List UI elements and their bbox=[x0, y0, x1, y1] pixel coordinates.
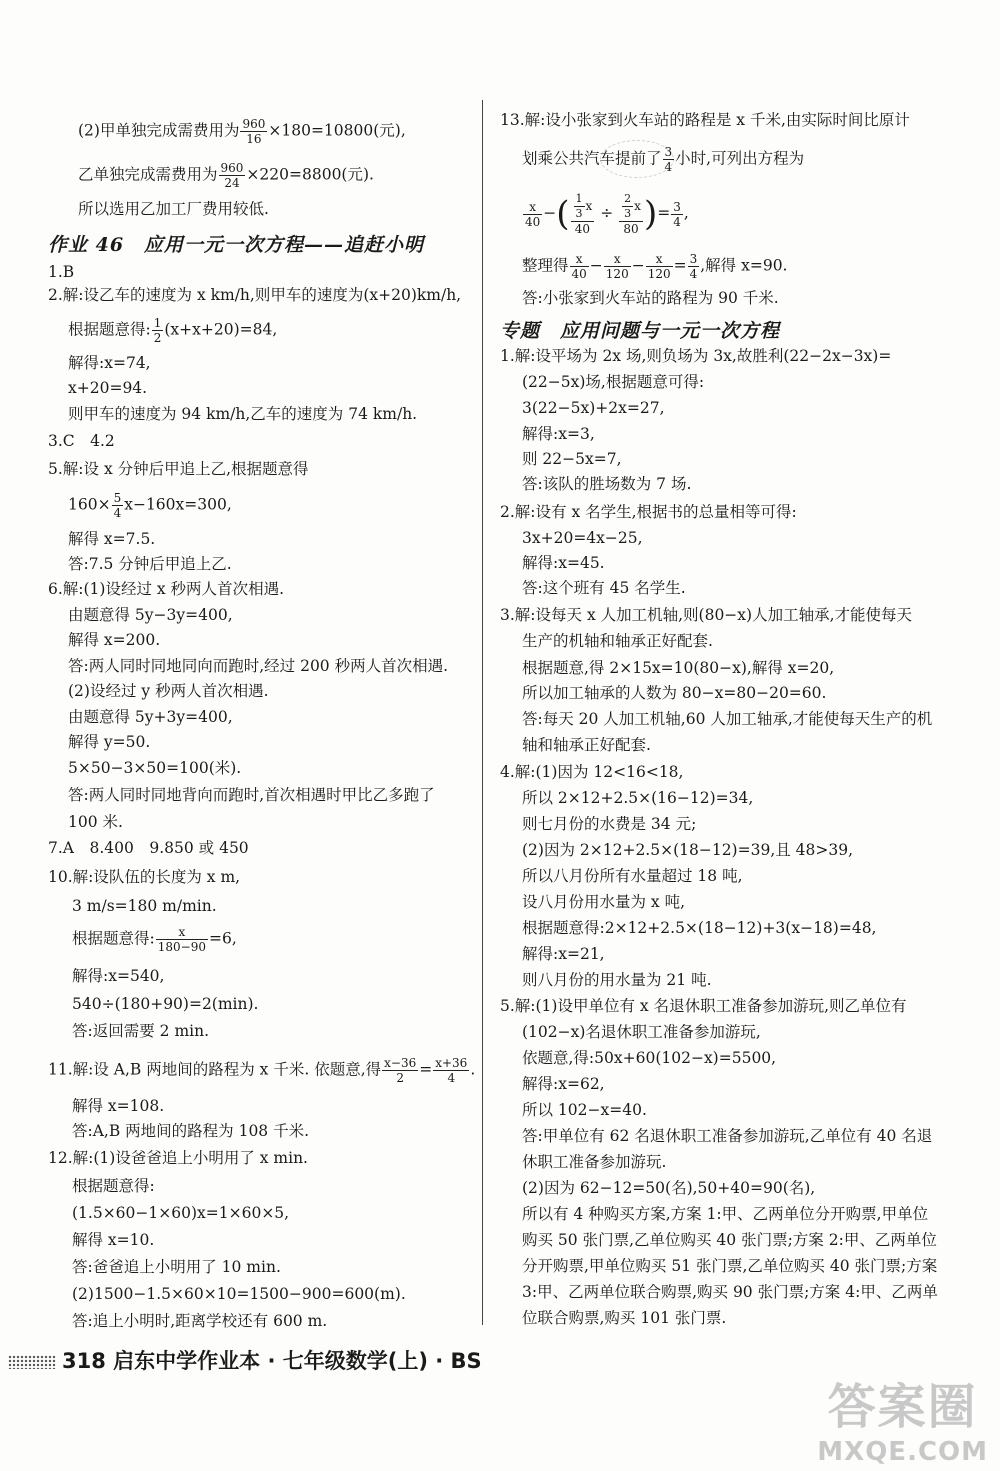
answer-line: 12.解:(1)设爸爸追上小明用了 x min. bbox=[48, 1149, 308, 1167]
answer-line: 解得:x=3, bbox=[522, 425, 595, 443]
answer-line: 3.C 4.2 bbox=[48, 432, 115, 450]
answer-line: 160× $\frac{5}{4}$ x−160x=300, bbox=[68, 491, 232, 520]
answer-line: 所以八月份所有水量超过 18 吨, bbox=[522, 867, 743, 885]
answer-line: (2)因为 2×12+2.5×(18−12)=39,且 48>39, bbox=[522, 841, 854, 859]
answer-line: 答:该队的胜场数为 7 场. bbox=[522, 475, 692, 493]
answer-line: (102−x)名退休职工准备参加游玩, bbox=[522, 1023, 761, 1041]
section-heading: 专题 应用问题与一元一次方程 bbox=[500, 320, 781, 342]
answer-line: 答:7.5 分钟后甲追上乙. bbox=[68, 555, 232, 573]
answer-line: 所以加工轴承的人数为 80−x=80−20=60. bbox=[522, 684, 827, 702]
answer-line: 1.B bbox=[48, 263, 75, 281]
answer-line: 则八月份的用水量为 21 吨. bbox=[522, 971, 712, 989]
answer-line: 解得 x=200. bbox=[68, 631, 161, 649]
answer-line: 解得:x=540, bbox=[72, 967, 165, 985]
fraction: $\frac{1}{3}$ x 40 bbox=[571, 192, 595, 236]
answer-line: 则甲车的速度为 94 km/h,乙车的速度为 74 km/h. bbox=[68, 405, 418, 423]
answer-line: 根据题意得: $\frac{1}{2}$ (x+x+20)=84, bbox=[68, 316, 278, 345]
answer-line: 所以有 4 种购买方案,方案 1:甲、乙两单位分开购票,甲单位 bbox=[522, 1205, 929, 1223]
answer-line: 购买 50 张门票,乙单位购买 40 张门票;方案 2:甲、乙两单位 bbox=[522, 1231, 937, 1249]
answer-line: 位联合购票,购买 101 张门票. bbox=[522, 1309, 727, 1327]
answer-line: 5.解:设 x 分钟后甲追上乙,根据题意得 bbox=[48, 460, 309, 478]
answer-line: 分开购票,甲单位购买 51 张门票,乙单位购买 40 张门票;方案 bbox=[522, 1257, 938, 1275]
answer-line: 2.解:设有 x 名学生,根据书的总量相等可得: bbox=[500, 503, 797, 521]
answer-line: 答:每天 20 人加工机轴,60 人加工轴承,才能使每天生产的机 bbox=[522, 710, 933, 728]
answer-line: (2)甲单独完成需费用为 $\frac{960}{16}$ ×180=10800(元), bbox=[78, 117, 406, 146]
answer-line: 3 m/s=180 m/min. bbox=[72, 897, 217, 915]
fraction: $\frac{x+36}{4}$ bbox=[435, 1056, 468, 1085]
answer-line: 答:追上小明时,距离学校还有 600 m. bbox=[72, 1312, 328, 1330]
answer-line: (2)1500−1.5×60×10=1500−900=600(m). bbox=[72, 1285, 406, 1303]
fraction: $\frac{x}{120}$ bbox=[647, 252, 671, 281]
answer-line: 10.解:设队伍的长度为 x m, bbox=[48, 868, 241, 886]
answer-line: 3x+20=4x−25, bbox=[522, 529, 643, 547]
answer-line: (2)因为 62−12=50(名),50+40=90(名), bbox=[522, 1179, 816, 1197]
answer-line: 答:小张家到火车站的路程为 90 千米. bbox=[522, 289, 779, 307]
answer-line: 答:A,B 两地间的路程为 108 千米. bbox=[72, 1122, 310, 1140]
answer-line: x+20=94. bbox=[68, 379, 148, 397]
footer-text: 318 启东中学作业本 · 七年级数学(上) · BS bbox=[62, 1349, 482, 1373]
dot-pattern-icon bbox=[8, 1355, 56, 1369]
answer-line: 5×50−3×50=100(米). bbox=[68, 759, 242, 777]
answer-line: 解得:x=45. bbox=[522, 554, 605, 572]
fraction: $\frac{1}{2}$ bbox=[153, 316, 162, 345]
fraction: $\frac{3}{4}$ bbox=[673, 199, 681, 229]
watermark-logo: 答案圈 MXQE.COM bbox=[817, 1379, 988, 1467]
answer-line: 解得:x=74, bbox=[68, 354, 151, 372]
answer-line: 答:甲单位有 62 名退休职工准备参加游玩,乙单位有 40 名退 bbox=[522, 1127, 933, 1145]
answer-line: 所以 102−x=40. bbox=[522, 1101, 647, 1119]
answer-line: (22−5x)场,根据题意可得: bbox=[522, 373, 705, 391]
answer-line: 解得 x=7.5. bbox=[68, 530, 156, 548]
fraction: $\frac{3}{4}$ bbox=[664, 145, 673, 174]
answer-line: 所以 2×12+2.5×(16−12)=34, bbox=[522, 789, 754, 807]
equation-line: $\frac{x}{40}$ −( $\frac{1}{3}$ x 40 ÷ $\frac{2}{3}$ x 80 )= $\frac{3}{4}$ , bbox=[525, 192, 689, 236]
answer-line: 4.解:(1)因为 12<16<18, bbox=[500, 763, 684, 781]
answer-line: 乙单独完成需费用为 $\frac{960}{24}$ ×220=8800(元). bbox=[78, 161, 374, 190]
answer-line: 解得 y=50. bbox=[68, 733, 151, 751]
fraction: $\frac{960}{16}$ bbox=[242, 117, 266, 146]
answer-line: 划乘公共汽车提前了 $\frac{3}{4}$ 小时,可列出方程为 bbox=[522, 145, 805, 174]
answer-line: 7.A 8.400 9.850 或 450 bbox=[48, 839, 249, 857]
fraction: $\frac{x}{40}$ bbox=[525, 199, 541, 229]
column-divider bbox=[482, 100, 483, 1325]
answer-line: 则七月份的水费是 34 元; bbox=[522, 815, 697, 833]
answer-line: 解得 x=108. bbox=[72, 1097, 165, 1115]
answer-line: 3:甲、乙两单位联合购票,购买 90 张门票;方案 4:甲、乙两单 bbox=[522, 1283, 938, 1301]
answer-line: 3.解:设每天 x 人加工机轴,则(80−x)人加工轴承,才能使每天 bbox=[500, 606, 913, 624]
answer-line: 答:这个班有 45 名学生. bbox=[522, 579, 686, 597]
answer-line: (1.5×60−1×60)x=1×60×5, bbox=[72, 1204, 290, 1222]
answer-line: 由题意得 5y−3y=400, bbox=[68, 606, 233, 624]
answer-line: 所以选用乙加工厂费用较低. bbox=[78, 200, 269, 218]
fraction: $\frac{x-36}{2}$ bbox=[384, 1056, 417, 1085]
answer-line: (2)设经过 y 秒两人首次相遇. bbox=[68, 682, 269, 700]
answer-line: 答:返回需要 2 min. bbox=[72, 1022, 210, 1040]
answer-line: 答:两人同时同地同向而跑时,经过 200 秒两人首次相遇. bbox=[68, 657, 449, 675]
answer-line: 设八月份用水量为 x 吨, bbox=[522, 893, 686, 911]
answer-line: 则 22−5x=7, bbox=[522, 450, 622, 468]
fraction: $\frac{960}{24}$ bbox=[220, 161, 244, 190]
section-heading: 作业 46 应用一元一次方程——追赶小明 bbox=[48, 234, 425, 256]
fraction: $\frac{5}{4}$ bbox=[113, 491, 122, 520]
fraction: $\frac{x}{180-90}$ bbox=[157, 925, 206, 954]
answer-line: 解得 x=10. bbox=[72, 1231, 155, 1249]
answer-line: 轴和轴承正好配套. bbox=[522, 736, 651, 754]
answer-line: 6.解:(1)设经过 x 秒两人首次相遇. bbox=[48, 580, 284, 598]
answer-line: 解得:x=21, bbox=[522, 945, 605, 963]
answer-line: 答:两人同时同地背向而跑时,首次相遇时甲比乙多跑了 bbox=[68, 786, 435, 804]
fraction: $\frac{2}{3}$ x 80 bbox=[619, 192, 643, 236]
page-footer bbox=[8, 1345, 482, 1375]
answer-line: 根据题意,得 2×15x=10(80−x),解得 x=20, bbox=[522, 659, 835, 677]
answer-line: 根据题意得:2×12+2.5×(18−12)+3(x−18)=48, bbox=[522, 919, 877, 937]
answer-line: 2.解:设乙车的速度为 x km/h,则甲车的速度为(x+20)km/h, bbox=[48, 286, 462, 304]
answer-line: 13.解:设小张家到火车站的路程是 x 千米,由实际时间比原计 bbox=[500, 111, 910, 129]
answer-line: 100 米. bbox=[68, 813, 123, 831]
answer-line: 生产的机轴和轴承正好配套. bbox=[522, 632, 713, 650]
answer-line: 3(22−5x)+2x=27, bbox=[522, 399, 665, 417]
fraction: $\frac{x}{120}$ bbox=[605, 252, 629, 281]
answer-line: 540÷(180+90)=2(min). bbox=[72, 995, 259, 1013]
answer-line: 依题意,得:50x+60(102−x)=5500, bbox=[522, 1049, 777, 1067]
answer-line: 根据题意得: $\frac{x}{180-90}$ =6, bbox=[72, 925, 237, 954]
answer-line: 5.解:(1)设甲单位有 x 名退休职工准备参加游玩,则乙单位有 bbox=[500, 997, 907, 1015]
answer-line: 11.解:设 A,B 两地间的路程为 x 千米. 依题意,得 $\frac{x-36}{2}$ = $\frac{x+36}{4}$ . bbox=[48, 1056, 476, 1085]
equation-line: 整理得 $\frac{x}{40}$ − $\frac{x}{120}$ − $\frac{x}{120}$ = $\frac{3}{4}$ ,解得 x=90. bbox=[522, 252, 788, 281]
answer-line: 解得:x=62, bbox=[522, 1075, 605, 1093]
answer-line: 由题意得 5y+3y=400, bbox=[68, 708, 233, 726]
fraction: $\frac{3}{4}$ bbox=[689, 252, 698, 281]
answer-line: 1.解:设平场为 2x 场,则负场为 3x,故胜利(22−2x−3x)= bbox=[500, 347, 892, 365]
answer-line: 根据题意得: bbox=[72, 1177, 155, 1195]
answer-line: 休职工准备参加游玩. bbox=[522, 1153, 667, 1171]
answer-line: 答:爸爸追上小明用了 10 min. bbox=[72, 1258, 281, 1276]
fraction: $\frac{x}{40}$ bbox=[571, 252, 587, 281]
